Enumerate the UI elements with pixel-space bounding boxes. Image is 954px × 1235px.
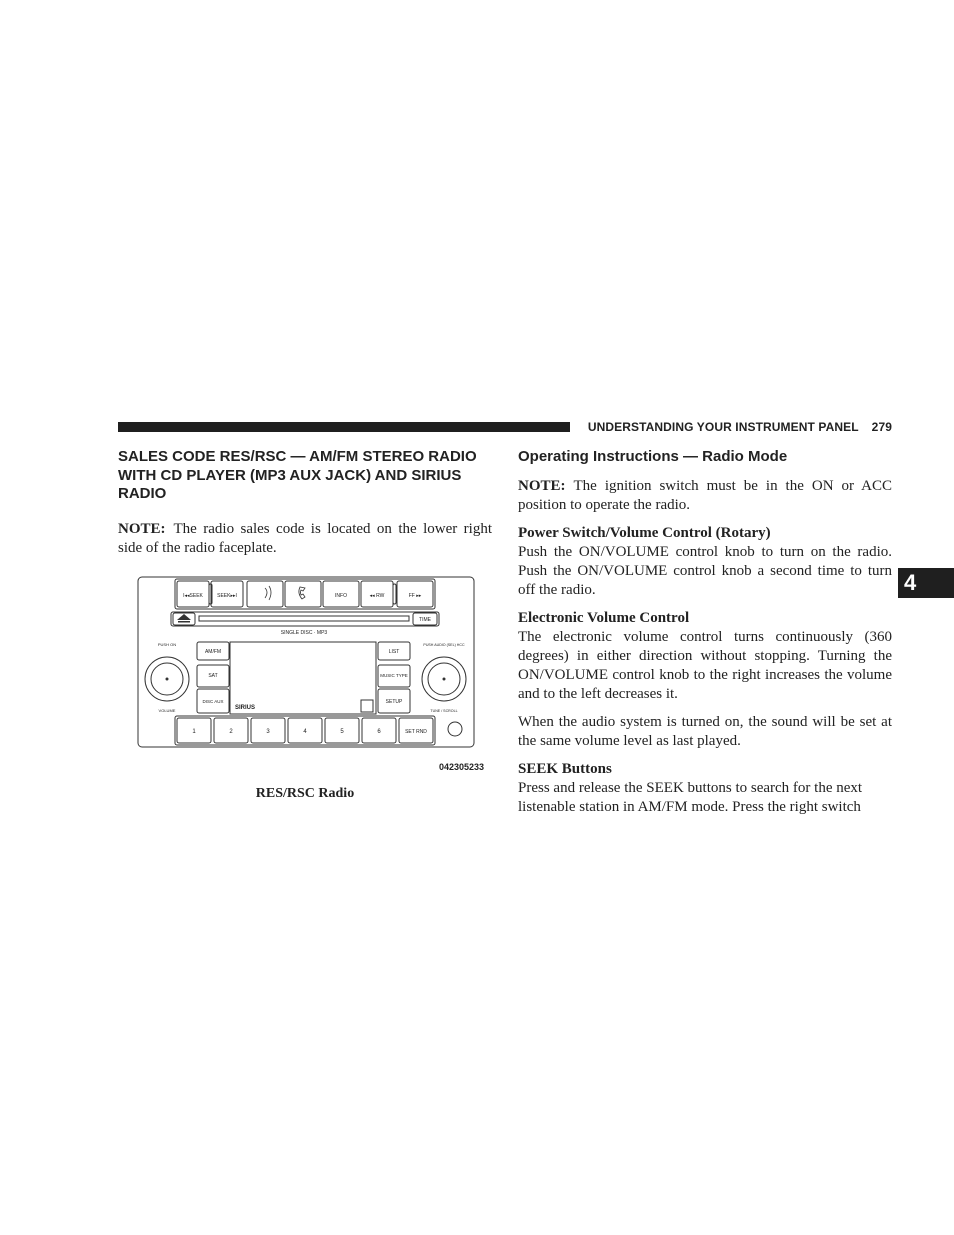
preset-3: 3: [266, 728, 270, 735]
list-label: LIST: [388, 648, 400, 655]
rewind-label: ◂◂ RW: [369, 592, 385, 599]
preset-6: 6: [377, 728, 381, 735]
preset-set-rnd: SET RND: [405, 728, 427, 735]
subsection-heading: Operating Instructions — Radio Mode: [518, 448, 788, 465]
music-type-label: MUSIC TYPE: [380, 672, 408, 678]
chapter-number: 4: [904, 570, 917, 595]
note-text: The radio sales code is located on the lower right side of the radio faceplate.: [118, 520, 492, 556]
running-header: [580, 420, 892, 434]
figure-id: 042305233: [439, 761, 485, 772]
phone-icon: [299, 587, 305, 599]
note-label: NOTE:: [118, 520, 166, 537]
volume-control-title: Electronic Volume Control: [518, 609, 690, 626]
power-switch-title: Power Switch/Volume Control (Rotary): [518, 524, 771, 541]
am-fm-label: AM/FM: [204, 648, 222, 655]
section-heading: SALES CODE RES/RSC — AM/FM STEREO RADIO WITH CD PLAYER (MP3 AUX JACK) AND SIRIUS RADIO: [118, 448, 477, 502]
left-knob-label: PUSH ON: [157, 641, 177, 647]
right-knob-sub: TUNE / SCROLL: [430, 708, 458, 713]
note-paragraph: [118, 520, 492, 558]
setup-label: SETUP: [385, 698, 403, 705]
volume-control-text: The electronic volume control turns continuously (360 degrees) in either direction without stopping. Turning the ON/VOLUME control knob to the right increases the volume and to the left decreases it.: [518, 628, 892, 702]
voice-icon: [265, 586, 271, 600]
header-section-title: UNDERSTANDING YOUR INSTRUMENT PANEL: [587, 420, 859, 434]
preset-2: 2: [229, 728, 233, 735]
page-number: 279: [871, 420, 892, 434]
sirius-label: SIRIUS: [234, 704, 256, 711]
seek-buttons-text: Press and release the SEEK buttons to search for the next listenable station in AM/FM mode. Press the right switch: [518, 779, 863, 815]
right-column: [518, 448, 892, 817]
right-knob-label: PUSH AUDIO (SEL) HCC: [423, 642, 465, 647]
chapter-tab: [898, 568, 954, 598]
note-text: The ignition switch must be in the ON or ACC position to operate the radio.: [518, 477, 892, 513]
left-knob-sub: VOLUME: [158, 707, 176, 713]
power-switch-text: Push the ON/VOLUME control knob to turn on the radio. Push the ON/VOLUME control knob a second time to turn off the radio.: [518, 543, 892, 598]
fast-forward-label: FF ▸▸: [408, 592, 422, 599]
volume-memory-text: When the audio system is turned on, the sound will be set at the same volume level as last played.: [518, 713, 892, 749]
info-label: INFO: [335, 592, 347, 599]
sat-label: SAT: [208, 672, 218, 679]
radio-figure: [118, 576, 492, 776]
time-label: TIME: [419, 616, 431, 623]
radio-faceplate-illustration: [137, 576, 475, 748]
header-rule: [118, 422, 570, 432]
preset-5: 5: [340, 728, 344, 735]
seek-forward-label: SEEK▸▸I: [217, 592, 237, 599]
disc-aux-label: DISC AUX: [202, 698, 224, 704]
note-label: NOTE:: [518, 477, 566, 494]
preset-1: 1: [192, 728, 196, 735]
left-column: [118, 448, 492, 802]
ignition-note: [518, 477, 892, 515]
figure-caption: RES/RSC Radio: [255, 785, 355, 801]
seek-buttons-title: SEEK Buttons: [518, 760, 612, 777]
seek-back-label: I◂◂SEEK: [183, 592, 203, 599]
preset-4: 4: [303, 728, 307, 735]
disc-label: SINGLE DISC · MP3: [280, 629, 328, 636]
